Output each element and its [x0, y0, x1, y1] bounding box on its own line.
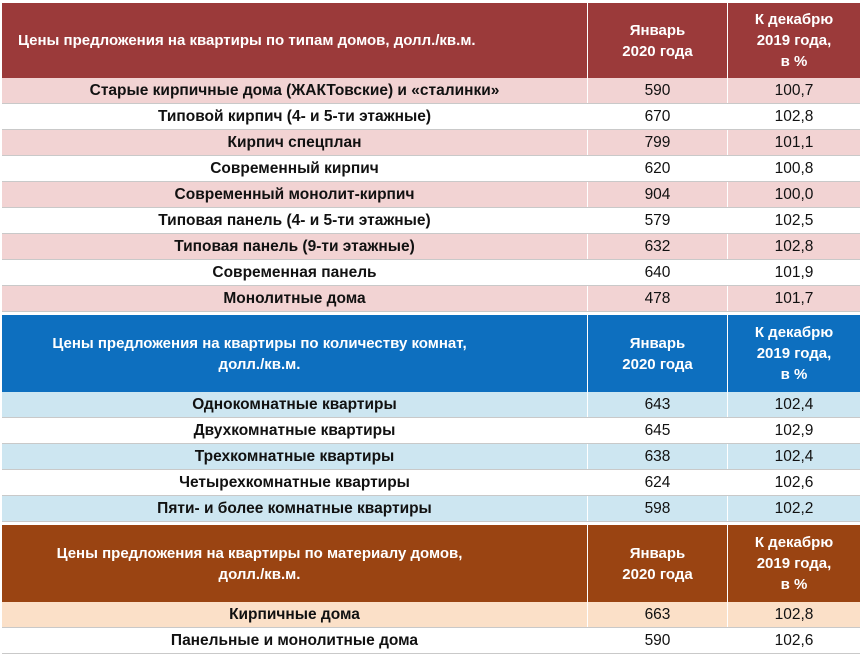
row-percent: 102,8	[774, 605, 814, 623]
table-row	[2, 392, 860, 418]
row-label: Монолитные дома	[2, 286, 588, 311]
row-price: 645	[588, 418, 728, 443]
table-row	[2, 418, 860, 444]
table-row	[2, 444, 860, 470]
header-january-2020: Январь 2020 года	[588, 525, 728, 602]
row-price: 624	[588, 470, 728, 495]
table-row	[2, 496, 860, 522]
row-percent: 102,8	[774, 107, 814, 125]
row-label: Типовой кирпич (4- и 5-ти этажные)	[2, 104, 588, 129]
table-row	[2, 234, 860, 260]
row-label: Двухкомнатные квартиры	[2, 418, 588, 443]
row-percent: 102,2	[774, 499, 814, 517]
section-header-house-types	[2, 3, 860, 78]
row-price: 590	[588, 78, 728, 103]
row-percent: 100,8	[774, 159, 814, 177]
table-row	[2, 260, 860, 286]
table-row	[2, 156, 860, 182]
table-row	[2, 602, 860, 628]
row-percent: 102,8	[774, 237, 814, 255]
section-header-materials	[2, 525, 860, 602]
row-price: 640	[588, 260, 728, 285]
row-percent: 100,0	[774, 185, 814, 203]
row-percent: 102,4	[774, 395, 814, 413]
header-vs-december-2019: К декабрю 2019 года, в %	[754, 324, 834, 383]
price-table	[2, 3, 860, 654]
row-percent: 102,4	[774, 447, 814, 465]
row-label: Современная панель	[2, 260, 588, 285]
row-price: 904	[588, 182, 728, 207]
table-row	[2, 208, 860, 234]
row-percent: 102,6	[774, 473, 814, 491]
row-percent: 101,1	[774, 133, 814, 151]
row-label: Четырехкомнатные квартиры	[2, 470, 588, 495]
header-january-2020: Январь 2020 года	[588, 3, 728, 78]
row-price: 670	[588, 104, 728, 129]
table-row	[2, 104, 860, 130]
header-january-2020: Январь 2020 года	[588, 315, 728, 392]
row-label: Современный монолит-кирпич	[2, 182, 588, 207]
row-price: 643	[588, 392, 728, 417]
section-header-rooms	[2, 315, 860, 392]
table-row	[2, 130, 860, 156]
row-price: 590	[588, 628, 728, 653]
header-vs-december-2019: К декабрю 2019 года, в %	[754, 11, 834, 70]
header-title: Цены предложения на квартиры по количеству комнат, долл./кв.м.	[2, 315, 588, 392]
row-label: Однокомнатные квартиры	[2, 392, 588, 417]
row-label: Типовая панель (4- и 5-ти этажные)	[2, 208, 588, 233]
table-row	[2, 78, 860, 104]
table-row	[2, 628, 860, 654]
row-label: Панельные и монолитные дома	[2, 628, 588, 653]
row-percent: 102,5	[774, 211, 814, 229]
row-price: 478	[588, 286, 728, 311]
header-title: Цены предложения на квартиры по типам домов, долл./кв.м.	[2, 3, 588, 78]
table-row	[2, 286, 860, 312]
row-price: 579	[588, 208, 728, 233]
header-vs-december-2019: К декабрю 2019 года, в %	[754, 534, 834, 593]
row-label: Кирпичные дома	[2, 602, 588, 627]
row-price: 638	[588, 444, 728, 469]
row-label: Трехкомнатные квартиры	[2, 444, 588, 469]
row-price: 799	[588, 130, 728, 155]
row-percent: 102,6	[774, 631, 814, 649]
row-label: Кирпич спецплан	[2, 130, 588, 155]
row-price: 632	[588, 234, 728, 259]
row-price: 598	[588, 496, 728, 521]
row-label: Старые кирпичные дома (ЖАКТовские) и «сталинки»	[2, 78, 588, 103]
row-label: Современный кирпич	[2, 156, 588, 181]
row-label: Типовая панель (9-ти этажные)	[2, 234, 588, 259]
table-row	[2, 182, 860, 208]
row-percent: 101,9	[774, 263, 814, 281]
row-percent: 102,9	[774, 421, 814, 439]
header-title: Цены предложения на квартиры по материалу домов, долл./кв.м.	[2, 525, 588, 602]
table-row	[2, 470, 860, 496]
row-percent: 101,7	[774, 289, 814, 307]
row-label: Пяти- и более комнатные квартиры	[2, 496, 588, 521]
row-percent: 100,7	[774, 81, 814, 99]
row-price: 620	[588, 156, 728, 181]
row-price: 663	[588, 602, 728, 627]
